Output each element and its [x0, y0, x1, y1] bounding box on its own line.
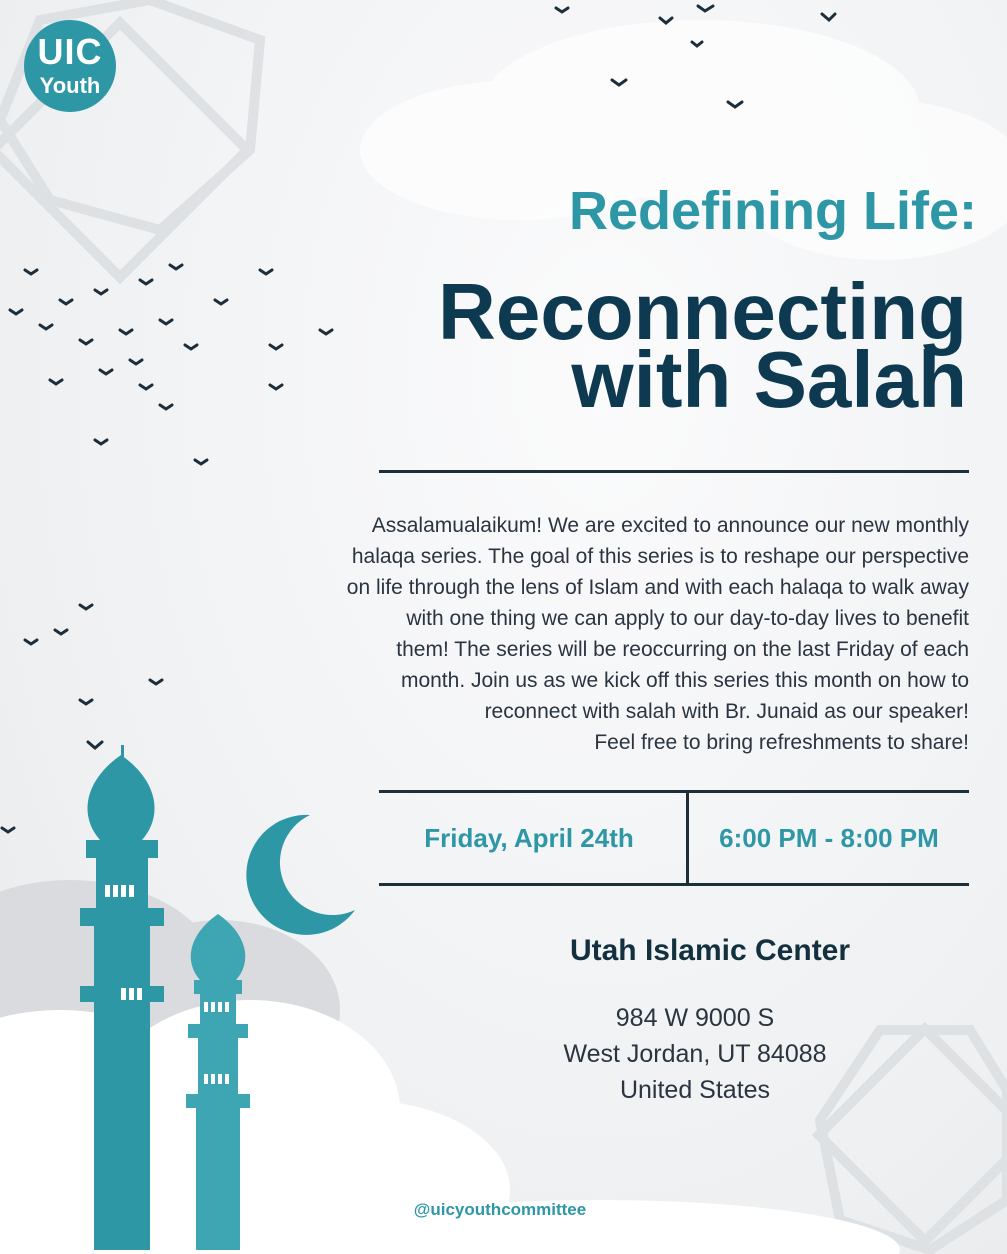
- poster-title: [267, 267, 967, 424]
- intro-paragraph: [179, 510, 969, 758]
- intro-line: with one thing we can apply to our day-to-day lives to benefit: [406, 607, 969, 630]
- crescent-moon-icon: [246, 815, 355, 935]
- intro-line: halaqa series. The goal of this series is to reshape our perspective: [351, 545, 969, 568]
- intro-line: on life through the lens of Islam and with each halaqa to walk away: [346, 576, 969, 599]
- intro-line: them! The series will be reoccurring on the last Friday of each: [396, 638, 969, 661]
- title-line-1: Reconnecting: [438, 267, 967, 356]
- intro-line: reconnect with salah with Br. Junaid as our speaker!: [484, 700, 969, 723]
- social-handle: @uicyouthcommittee: [413, 1200, 587, 1219]
- venue-city: West Jordan, UT 84088: [563, 1040, 827, 1068]
- intro-line: Assalamualaikum! We are excited to announce our new monthly: [371, 514, 969, 537]
- poster-subtitle: Redefining Life:: [569, 181, 977, 241]
- intro-line: month. Join us as we kick off this series this month on how to: [400, 669, 969, 692]
- logo-text-youth: Youth: [39, 73, 101, 98]
- divider-rule: [379, 470, 969, 473]
- logo-text-uic: UIC: [37, 31, 103, 72]
- uic-youth-logo: [24, 20, 116, 112]
- title-line-2: with Salah: [571, 335, 967, 424]
- event-time: 6:00 PM - 8:00 PM: [719, 823, 939, 853]
- venue-name: Utah Islamic Center: [569, 934, 851, 967]
- intro-line: Feel free to bring refreshments to share!: [594, 731, 969, 754]
- event-date: Friday, April 24th: [424, 823, 634, 853]
- venue-country: United States: [619, 1076, 771, 1104]
- venue-street: 984 W 9000 S: [615, 1004, 775, 1032]
- event-info-box: [379, 790, 969, 886]
